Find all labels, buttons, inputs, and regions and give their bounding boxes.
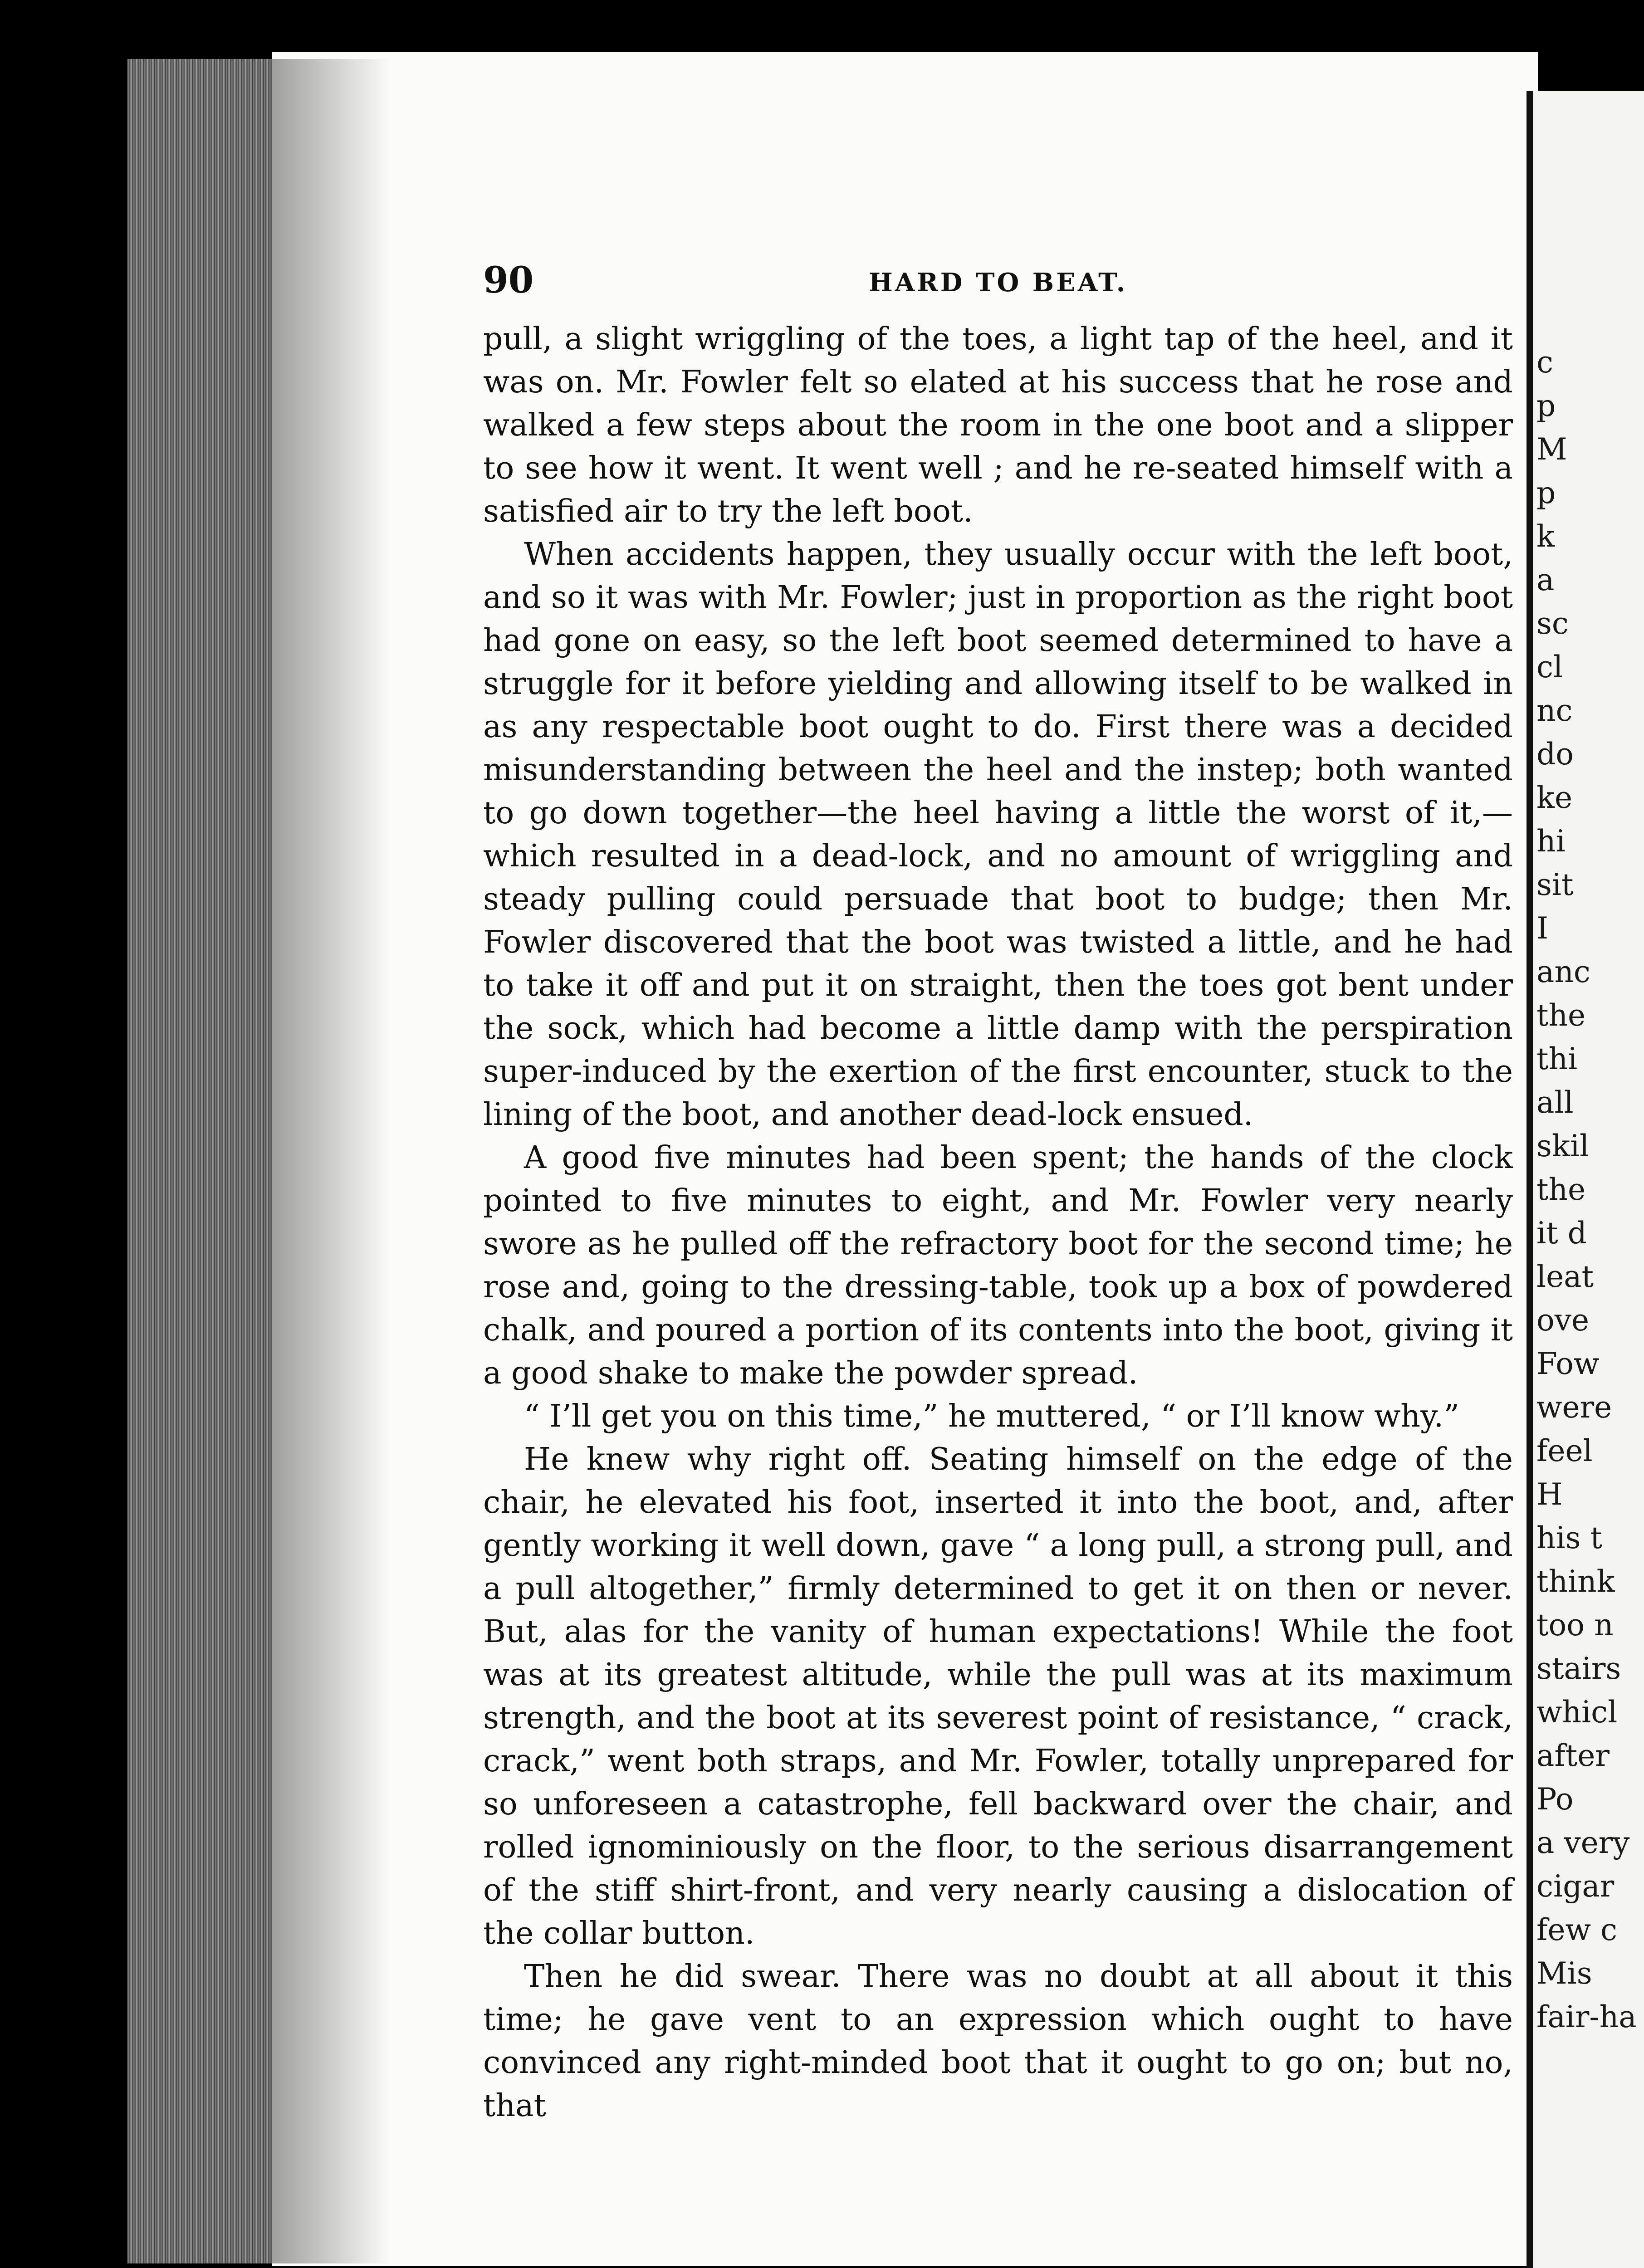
adjacent-page-fragment: fair-ha bbox=[1536, 1999, 1637, 2034]
adjacent-page-fragment: Fow bbox=[1536, 1346, 1600, 1381]
adjacent-page-fragment: his t bbox=[1536, 1520, 1602, 1555]
paragraph-2: When accidents happen, they usually occur with the left boot, and so it was with Mr. Fowler; just in proportion as the right boot had gone on easy, so the left boot seemed determined to have a struggle for it before yielding and allowing itself to be walked in as any respectable boot ought to do. First there was a decided misunderstanding between the heel and the instep; both wanted to go down together—the heel having a little the worst of it,—which resulted in a dead-lock, and no amount of wriggling and steady pulling could persuade that boot to budge; then Mr. Fowler discovered that the boot was twisted a little, and he had to take it off and put it on straight, then the toes got bent under the sock, which had become a little damp with the perspiration super-induced by the exertion of the first encounter, stuck to the lining of the boot, and another dead-lock ensued. bbox=[483, 537, 1513, 1133]
adjacent-page-edge bbox=[1527, 91, 1644, 2268]
paragraph-1: pull, a slight wriggling of the toes, a light tap of the heel, and it was on. Mr. Fowler felt so elated at his success that he rose and walked a few steps about the room in the one boot and a slipper to see how it went. It went well ; and he re-seated himself with a satisfied air to try the left boot. bbox=[483, 321, 1513, 529]
paragraph-4: “ I’ll get you on this time,” he muttered, “ or I’ll know why.” bbox=[524, 1398, 1459, 1434]
adjacent-page-fragment: skil bbox=[1536, 1129, 1590, 1163]
adjacent-page-fragment: thi bbox=[1536, 1041, 1578, 1076]
adjacent-page-fragment: Po bbox=[1536, 1782, 1574, 1817]
adjacent-page-fragment: few c bbox=[1536, 1912, 1617, 1947]
adjacent-page-fragment: a very bbox=[1536, 1825, 1630, 1860]
adjacent-page-fragment: after bbox=[1536, 1738, 1610, 1773]
adjacent-page-fragment: sc bbox=[1536, 606, 1569, 641]
gutter-fade bbox=[272, 59, 390, 2263]
adjacent-page-fragment: too n bbox=[1536, 1608, 1614, 1642]
adjacent-page-fragment: ove bbox=[1536, 1303, 1590, 1338]
adjacent-page-fragment: anc bbox=[1536, 954, 1590, 989]
adjacent-page-fragment: leat bbox=[1536, 1259, 1594, 1294]
adjacent-page-fragment: k bbox=[1536, 519, 1555, 554]
adjacent-page-fragment: whicl bbox=[1536, 1695, 1618, 1730]
adjacent-page-fragment: I bbox=[1536, 911, 1549, 946]
adjacent-page-fragment: think bbox=[1536, 1564, 1615, 1599]
running-head bbox=[483, 254, 1513, 308]
adjacent-page-fragment: ke bbox=[1536, 780, 1573, 815]
paragraph-6: Then he did swear. There was no doubt at all about it this time; he gave vent to an expression which ought to have convinced any right-minded boot that it ought to go on; but no, that bbox=[483, 1959, 1513, 2124]
paragraph-5: He knew why right off. Seating himself on the edge of the chair, he elevated his foot, inserted it into the boot, and, after gently working it well down, gave “ a long pull, a strong pull, and a pull altogether,” firmly determined to get it on then or never. But, alas for the vanity of human expectations! While the foot was at its greatest altitude, while the pull was at its maximum strength, and the boot at its severest point of resistance, “ crack, crack,” went both straps, and Mr. Fowler, totally unprepared for so unforeseen a catastrophe, fell backward over the chair, and rolled ignominiously on the floor, to the serious disarrangement of the stiff shirt-front, and very nearly causing a dislocation of the collar button. bbox=[483, 1442, 1513, 1951]
adjacent-page-fragment: Mis bbox=[1536, 1956, 1592, 1991]
adjacent-page-fragment: sit bbox=[1536, 867, 1574, 902]
adjacent-page-fragment: p bbox=[1536, 475, 1556, 510]
running-title: HARD TO BEAT. bbox=[868, 268, 1128, 298]
adjacent-page-fragment: H bbox=[1536, 1477, 1563, 1512]
adjacent-page-fragment: it d bbox=[1536, 1216, 1587, 1251]
page-content bbox=[483, 254, 1513, 2127]
paragraph-3: A good five minutes had been spent; the hands of the clock pointed to five minutes to eight, and Mr. Fowler very nearly swore as he pulled off the refractory boot for the second time; he rose and, going to the dressing-table, took up a box of powdered chalk, and poured a portion of its contents into the boot, giving it a good shake to make the powder spread. bbox=[483, 1140, 1513, 1391]
adjacent-page-fragment: p bbox=[1536, 388, 1556, 423]
adjacent-page-fragment: stairs bbox=[1536, 1651, 1621, 1686]
adjacent-page-fragment: a bbox=[1536, 562, 1555, 597]
adjacent-page-fragment: nc bbox=[1536, 693, 1573, 728]
adjacent-page-fragment: hi bbox=[1536, 824, 1566, 859]
adjacent-page-fragment: were bbox=[1536, 1390, 1612, 1425]
adjacent-page-fragment: the bbox=[1536, 1172, 1586, 1207]
adjacent-page-fragment: M bbox=[1536, 432, 1567, 467]
adjacent-page-fragment: c bbox=[1536, 345, 1553, 380]
adjacent-page-fragment: feel bbox=[1536, 1433, 1593, 1468]
adjacent-page-fragment: cl bbox=[1536, 650, 1563, 684]
adjacent-page-fragment: all bbox=[1536, 1085, 1574, 1120]
page-number: 90 bbox=[483, 259, 534, 301]
adjacent-page-fragment: the bbox=[1536, 998, 1586, 1033]
adjacent-page-fragment: do bbox=[1536, 737, 1574, 772]
adjacent-page-fragment: cigar bbox=[1536, 1869, 1615, 1904]
